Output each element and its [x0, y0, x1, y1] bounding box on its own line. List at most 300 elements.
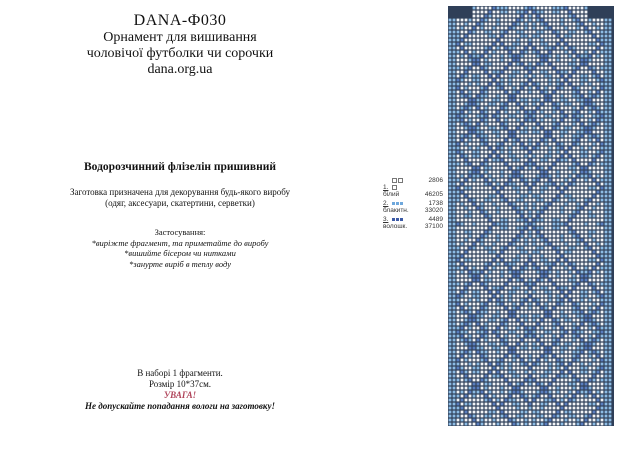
bead-cell: [493, 299, 496, 302]
bead-cell: [557, 159, 560, 162]
bead-cell: [469, 395, 472, 398]
bead-cell: [453, 63, 456, 66]
bead-cell: [585, 87, 588, 90]
bead-cell: [537, 139, 540, 142]
bead-cell: [481, 207, 484, 210]
bead-cell: [525, 127, 528, 130]
bead-cell: [473, 319, 476, 322]
bead-cell: [593, 359, 596, 362]
bead-cell: [505, 55, 508, 58]
bead-cell: [449, 419, 452, 422]
bead-cell: [581, 123, 584, 126]
bead-cell: [505, 387, 508, 390]
bead-cell: [457, 59, 460, 62]
bead-cell: [549, 191, 552, 194]
bead-cell: [521, 15, 524, 18]
bead-cell: [609, 71, 612, 74]
bead-cell: [569, 263, 572, 266]
bead-cell: [497, 419, 500, 422]
bead-cell: [557, 243, 560, 246]
bead-cell: [609, 239, 612, 242]
bead-cell: [597, 235, 600, 238]
bead-cell: [465, 31, 468, 34]
bead-cell: [521, 27, 524, 30]
bead-cell: [537, 407, 540, 410]
bead-cell: [533, 371, 536, 374]
bead-cell: [465, 247, 468, 250]
bead-cell: [597, 163, 600, 166]
bead-cell: [589, 35, 592, 38]
bead-cell: [525, 395, 528, 398]
bead-cell: [457, 359, 460, 362]
bead-cell: [517, 235, 520, 238]
bead-cell: [601, 99, 604, 102]
bead-cell: [533, 227, 536, 230]
bead-cell: [565, 359, 568, 362]
bead-cell: [525, 223, 528, 226]
bead-cell: [509, 315, 512, 318]
bead-cell: [565, 371, 568, 374]
bead-cell: [493, 99, 496, 102]
bead-cell: [517, 323, 520, 326]
bead-cell: [557, 39, 560, 42]
bead-cell: [497, 423, 500, 426]
bead-cell: [485, 303, 488, 306]
bead-cell: [469, 71, 472, 74]
bead-cell: [481, 355, 484, 358]
bead-cell: [513, 259, 516, 262]
bead-cell: [545, 167, 548, 170]
bead-cell: [581, 231, 584, 234]
bead-cell: [597, 151, 600, 154]
bead-cell: [573, 219, 576, 222]
bead-cell: [569, 291, 572, 294]
bead-cell: [465, 143, 468, 146]
bead-cell: [609, 43, 612, 46]
bead-cell: [577, 155, 580, 158]
bead-cell: [589, 279, 592, 282]
bead-cell: [517, 419, 520, 422]
bead-cell: [609, 299, 612, 302]
bead-cell: [553, 35, 556, 38]
bead-cell: [529, 219, 532, 222]
bead-cell: [505, 211, 508, 214]
bead-cell: [453, 227, 456, 230]
bead-cell: [453, 55, 456, 58]
bead-cell: [561, 387, 564, 390]
bead-cell: [565, 391, 568, 394]
bead-cell: [497, 127, 500, 130]
bead-cell: [601, 319, 604, 322]
bead-cell: [545, 11, 548, 14]
bead-cell: [537, 119, 540, 122]
bead-cell: [585, 223, 588, 226]
bead-cell: [545, 95, 548, 98]
bead-cell: [525, 179, 528, 182]
bead-cell: [465, 107, 468, 110]
bead-cell: [513, 71, 516, 74]
bead-cell: [465, 291, 468, 294]
bead-cell: [537, 175, 540, 178]
bead-cell: [549, 215, 552, 218]
bead-cell: [549, 211, 552, 214]
bead-cell: [541, 359, 544, 362]
bead-cell: [485, 243, 488, 246]
bead-cell: [597, 291, 600, 294]
bead-cell: [609, 179, 612, 182]
bead-cell: [473, 135, 476, 138]
bead-cell: [557, 103, 560, 106]
bead-cell: [473, 19, 476, 22]
bead-cell: [549, 119, 552, 122]
bead-cell: [593, 55, 596, 58]
bead-cell: [597, 119, 600, 122]
bead-cell: [517, 91, 520, 94]
bead-cell: [585, 83, 588, 86]
bead-cell: [521, 71, 524, 74]
bead-cell: [569, 343, 572, 346]
bead-cell: [481, 47, 484, 50]
bead-cell: [601, 35, 604, 38]
bead-cell: [505, 375, 508, 378]
bead-cell: [561, 203, 564, 206]
bead-cell: [593, 383, 596, 386]
bead-cell: [601, 407, 604, 410]
bead-cell: [481, 319, 484, 322]
bead-cell: [529, 295, 532, 298]
bead-cell: [557, 55, 560, 58]
bead-cell: [561, 15, 564, 18]
bead-cell: [553, 19, 556, 22]
bead-cell: [573, 247, 576, 250]
bead-cell: [521, 203, 524, 206]
bead-cell: [593, 363, 596, 366]
bead-cell: [453, 167, 456, 170]
bead-cell: [481, 59, 484, 62]
bead-cell: [521, 99, 524, 102]
bead-cell: [597, 323, 600, 326]
bead-cell: [501, 407, 504, 410]
bead-cell: [485, 67, 488, 70]
bead-cell: [533, 311, 536, 314]
bead-cell: [609, 315, 612, 318]
bead-cell: [465, 131, 468, 134]
bead-cell: [545, 323, 548, 326]
bead-cell: [505, 315, 508, 318]
bead-cell: [521, 31, 524, 34]
bead-cell: [461, 123, 464, 126]
bead-cell: [489, 303, 492, 306]
bead-cell: [577, 383, 580, 386]
bead-cell: [569, 303, 572, 306]
bead-cell: [597, 411, 600, 414]
bead-cell: [513, 343, 516, 346]
bead-cell: [509, 235, 512, 238]
bead-cell: [493, 295, 496, 298]
bead-cell: [481, 75, 484, 78]
bead-cell: [553, 175, 556, 178]
bead-cell: [529, 119, 532, 122]
bead-cell: [525, 259, 528, 262]
bead-cell: [529, 299, 532, 302]
bead-cell: [481, 215, 484, 218]
bead-cell: [561, 19, 564, 22]
bead-cell: [505, 331, 508, 334]
title-line-2: чоловічої футболки чи сорочки: [86, 46, 274, 61]
bead-cell: [473, 351, 476, 354]
bead-cell: [585, 307, 588, 310]
bead-cell: [585, 151, 588, 154]
bead-cell: [605, 251, 608, 254]
bead-cell: [545, 171, 548, 174]
bead-cell: [473, 139, 476, 142]
bead-cell: [597, 363, 600, 366]
bead-cell: [509, 135, 512, 138]
bead-cell: [457, 175, 460, 178]
bead-cell: [577, 283, 580, 286]
bead-cell: [585, 355, 588, 358]
bead-cell: [525, 315, 528, 318]
bead-cell: [557, 279, 560, 282]
bead-cell: [501, 419, 504, 422]
bead-cell: [577, 375, 580, 378]
bead-cell: [597, 175, 600, 178]
bead-cell: [553, 263, 556, 266]
bead-cell: [477, 167, 480, 170]
bead-cell: [469, 247, 472, 250]
bead-cell: [561, 243, 564, 246]
bead-cell: [497, 379, 500, 382]
bead-cell: [493, 15, 496, 18]
bead-cell: [561, 251, 564, 254]
bead-cell: [517, 131, 520, 134]
bead-cell: [589, 139, 592, 142]
bead-cell: [453, 267, 456, 270]
bead-cell: [529, 287, 532, 290]
bead-cell: [553, 323, 556, 326]
bead-cell: [569, 123, 572, 126]
bead-cell: [581, 307, 584, 310]
bead-cell: [529, 359, 532, 362]
bead-cell: [461, 139, 464, 142]
bead-cell: [609, 135, 612, 138]
bead-cell: [601, 267, 604, 270]
bead-cell: [461, 287, 464, 290]
bead-cell: [461, 335, 464, 338]
bead-cell: [549, 195, 552, 198]
bead-cell: [497, 155, 500, 158]
bead-cell: [593, 419, 596, 422]
bead-cell: [485, 15, 488, 18]
bead-cell: [557, 119, 560, 122]
bead-cell: [601, 295, 604, 298]
bead-cell: [485, 27, 488, 30]
bead-cell: [549, 423, 552, 426]
bead-cell: [589, 391, 592, 394]
bead-cell: [525, 67, 528, 70]
bead-cell: [565, 219, 568, 222]
bead-cell: [457, 71, 460, 74]
bead-cell: [573, 135, 576, 138]
bead-cell: [473, 99, 476, 102]
bead-cell: [501, 315, 504, 318]
bead-cell: [561, 115, 564, 118]
bead-cell: [517, 19, 520, 22]
bead-cell: [545, 47, 548, 50]
bead-cell: [601, 127, 604, 130]
bead-cell: [461, 403, 464, 406]
bead-cell: [473, 367, 476, 370]
bead-cell: [481, 315, 484, 318]
bead-cell: [505, 39, 508, 42]
bead-cell: [537, 371, 540, 374]
bead-cell: [577, 127, 580, 130]
bead-cell: [457, 407, 460, 410]
bead-cell: [545, 39, 548, 42]
bead-cell: [449, 35, 452, 38]
bead-cell: [525, 187, 528, 190]
bead-cell: [577, 191, 580, 194]
bead-cell: [461, 179, 464, 182]
bead-cell: [593, 367, 596, 370]
bead-cell: [525, 347, 528, 350]
bead-cell: [469, 103, 472, 106]
bead-cell: [581, 379, 584, 382]
bead-cell: [501, 35, 504, 38]
bead-cell: [589, 155, 592, 158]
bead-cell: [541, 323, 544, 326]
bead-cell: [489, 403, 492, 406]
bead-cell: [449, 303, 452, 306]
bead-cell: [469, 311, 472, 314]
bead-cell: [581, 267, 584, 270]
bead-cell: [469, 235, 472, 238]
bead-cell: [533, 39, 536, 42]
bead-cell: [557, 255, 560, 258]
bead-cell: [469, 287, 472, 290]
bead-cell: [493, 287, 496, 290]
bead-cell: [577, 207, 580, 210]
bead-cell: [557, 75, 560, 78]
bead-cell: [541, 335, 544, 338]
bead-cell: [477, 107, 480, 110]
bead-cell: [465, 147, 468, 150]
bead-cell: [477, 227, 480, 230]
bead-cell: [561, 359, 564, 362]
bead-cell: [473, 31, 476, 34]
bead-cell: [461, 267, 464, 270]
bead-cell: [501, 183, 504, 186]
bead-cell: [457, 75, 460, 78]
bead-cell: [577, 179, 580, 182]
bead-cell: [573, 283, 576, 286]
bead-cell: [481, 87, 484, 90]
bead-cell: [549, 411, 552, 414]
bead-cell: [489, 195, 492, 198]
bead-cell: [485, 379, 488, 382]
bead-cell: [545, 415, 548, 418]
bead-cell: [513, 219, 516, 222]
bead-cell: [581, 375, 584, 378]
bead-cell: [577, 159, 580, 162]
bead-cell: [505, 355, 508, 358]
bead-cell: [497, 223, 500, 226]
bead-cell: [553, 87, 556, 90]
bead-cell: [461, 19, 464, 22]
bead-cell: [505, 67, 508, 70]
bead-cell: [489, 187, 492, 190]
bead-cell: [573, 19, 576, 22]
bead-cell: [585, 403, 588, 406]
bead-cell: [509, 163, 512, 166]
bead-cell: [485, 23, 488, 26]
bead-cell: [477, 119, 480, 122]
bead-cell: [565, 131, 568, 134]
bead-cell: [533, 351, 536, 354]
bead-cell: [593, 59, 596, 62]
bead-cell: [453, 119, 456, 122]
bead-cell: [569, 151, 572, 154]
bead-cell: [525, 11, 528, 14]
bead-cell: [549, 139, 552, 142]
bead-cell: [477, 27, 480, 30]
bead-cell: [561, 239, 564, 242]
bead-cell: [485, 103, 488, 106]
bead-cell: [465, 207, 468, 210]
bead-cell: [589, 91, 592, 94]
bead-cell: [517, 7, 520, 10]
bead-cell: [453, 79, 456, 82]
bead-cell: [509, 223, 512, 226]
bead-cell: [569, 271, 572, 274]
bead-cell: [493, 19, 496, 22]
bead-cell: [469, 55, 472, 58]
bead-cell: [513, 291, 516, 294]
bead-cell: [461, 383, 464, 386]
bead-cell: [609, 247, 612, 250]
bead-cell: [609, 419, 612, 422]
bead-cell: [549, 15, 552, 18]
bead-cell: [565, 267, 568, 270]
bead-cell: [469, 211, 472, 214]
bead-cell: [585, 299, 588, 302]
bead-cell: [505, 7, 508, 10]
bead-cell: [481, 351, 484, 354]
bead-cell: [601, 359, 604, 362]
bead-cell: [517, 39, 520, 42]
bead-cell: [449, 331, 452, 334]
bead-cell: [501, 203, 504, 206]
bead-cell: [501, 271, 504, 274]
bead-cell: [577, 243, 580, 246]
bead-cell: [577, 239, 580, 242]
bead-cell: [469, 331, 472, 334]
bead-cell: [449, 343, 452, 346]
bead-cell: [513, 123, 516, 126]
bead-cell: [581, 387, 584, 390]
bead-cell: [461, 259, 464, 262]
bead-cell: [557, 203, 560, 206]
bead-cell: [537, 27, 540, 30]
bead-cell: [505, 319, 508, 322]
bead-cell: [481, 327, 484, 330]
bead-cell: [473, 311, 476, 314]
bead-cell: [513, 415, 516, 418]
bead-cell: [589, 87, 592, 90]
bead-cell: [549, 387, 552, 390]
bead-cell: [477, 127, 480, 130]
bead-cell: [465, 179, 468, 182]
